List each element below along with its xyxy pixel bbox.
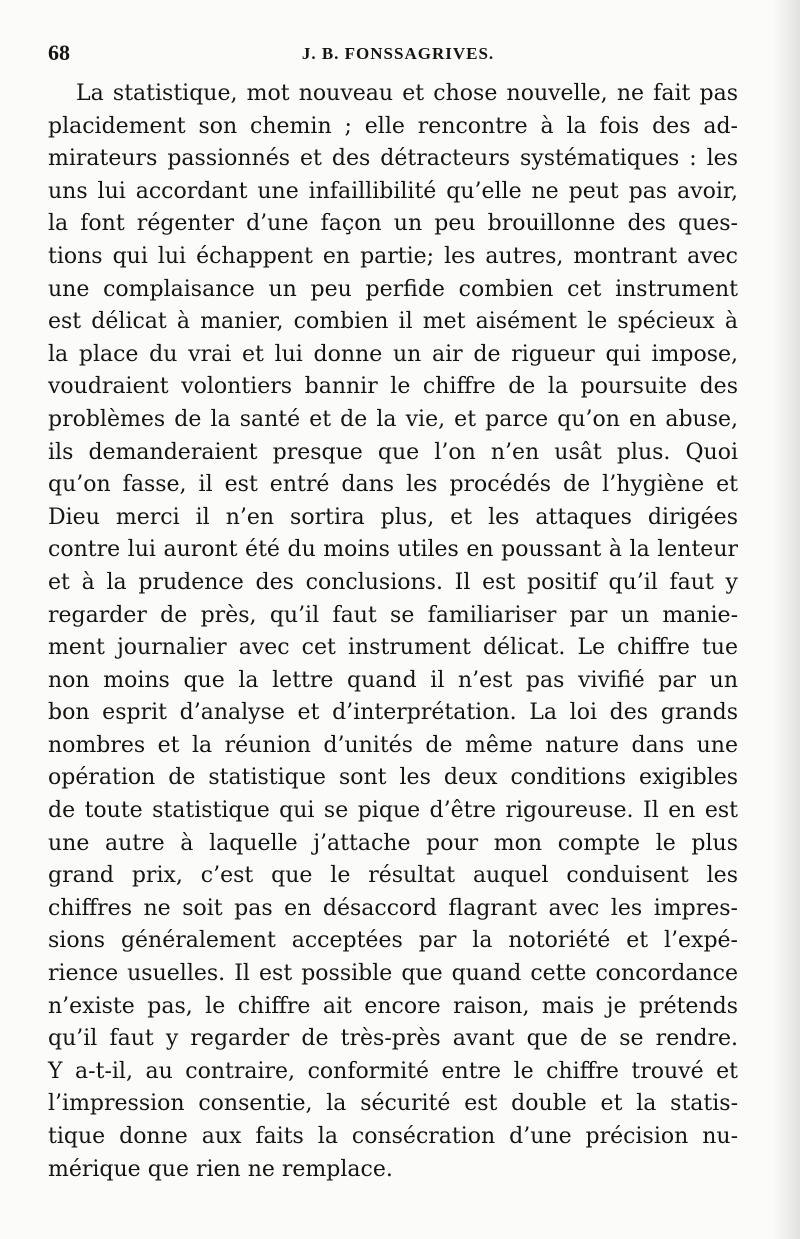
text-line: une complaisance un peu perfide combien cet instrument [48, 276, 738, 302]
text-line: qu’il faut y regarder de très-près avant que de se rendre. [48, 1026, 738, 1052]
text-line: et à la prudence des conclusions. Il est positif qu’il faut y [48, 569, 738, 595]
text-line: opération de statistique sont les deux conditions exigibles [48, 765, 738, 791]
text-line: La statistique, mot nouveau et chose nouvelle, ne fait pas [76, 81, 738, 106]
text-line: regarder de près, qu’il faut se familiariser par un manie- [48, 602, 738, 628]
page-gutter-shadow [772, 0, 800, 1239]
running-head: J. B. FONSSAGRIVES. [301, 44, 495, 63]
text-line: de toute statistique qui se pique d’être rigoureuse. Il en est [48, 798, 738, 824]
text-line: rience usuelles. Il est possible que quand cette concordance [48, 961, 738, 987]
text-line: mérique que rien ne remplace. [48, 1156, 393, 1182]
text-line: voudraient volontiers bannir le chiffre de la poursuite des [48, 374, 738, 400]
text-line: grand prix, c’est que le résultat auquel conduisent les [48, 863, 738, 889]
text-line: une autre à laquelle j’attache pour mon compte le plus [48, 830, 738, 856]
text-line: n’existe pas, le chiffre ait encore raison, mais je prétends [48, 993, 738, 1019]
text-line: bon esprit d’analyse et d’interprétation. La loi des grands [48, 700, 738, 726]
text-line: contre lui auront été du moins utiles en poussant à la lenteur [48, 537, 738, 563]
text-line: placidement son chemin ; elle rencontre à la fois des ad- [48, 113, 738, 139]
text-line: la place du vrai et lui donne un air de rigueur qui impose, [48, 341, 738, 367]
page-number: 68 [48, 40, 70, 65]
page-header [48, 40, 748, 72]
text-line: est délicat à manier, combien il met aisément le spécieux à [48, 309, 738, 335]
text-line: l’impression consentie, la sécurité est double et la statis- [48, 1091, 738, 1117]
text-line: tique donne aux faits la consécration d’une précision nu- [48, 1124, 738, 1149]
body-paragraph [48, 78, 738, 1186]
text-line: sions généralement acceptées par la notoriété et l’expé- [48, 928, 738, 954]
text-line: Dieu merci il n’en sortira plus, et les attaques dirigées [48, 504, 738, 530]
text-line: Y a-t-il, au contraire, conformité entre le chiffre trouvé et [48, 1058, 738, 1084]
text-line: nombres et la réunion d’unités de même nature dans une [48, 732, 738, 758]
text-line: ils demanderaient presque que l’on n’en usât plus. Quoi [48, 439, 738, 465]
text-line: mirateurs passionnés et des détracteurs systématiques : les [48, 146, 738, 172]
text-line: qu’on fasse, il est entré dans les procédés de l’hygiène et [48, 472, 738, 498]
text-line: ment journalier avec cet instrument délicat. Le chiffre tue [48, 635, 738, 661]
text-line: la font régenter d’une façon un peu brouillonne des ques- [48, 211, 738, 237]
text-line: chiffres ne soit pas en désaccord flagrant avec les impres- [48, 895, 738, 921]
text-line: problèmes de la santé et de la vie, et parce qu’on en abuse, [48, 406, 738, 432]
text-line: uns lui accordant une infaillibilité qu’elle ne peut pas avoir, [48, 178, 738, 204]
text-line: non moins que la lettre quand il n’est pas vivifié par un [48, 667, 738, 693]
text-line: tions qui lui échappent en partie; les autres, montrant avec [48, 243, 738, 269]
